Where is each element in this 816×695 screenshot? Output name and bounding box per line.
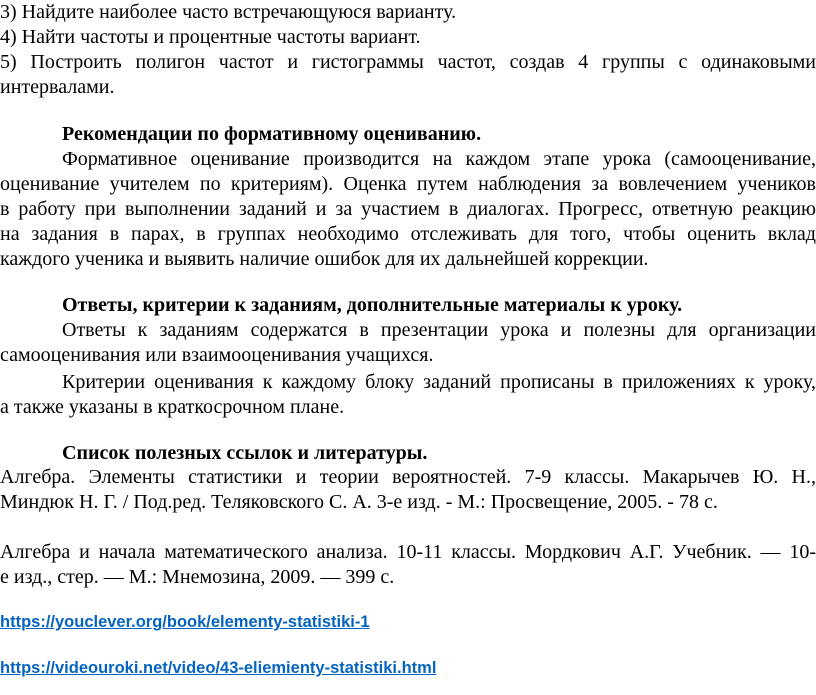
reference-link-youclever[interactable]: https://youclever.org/book/elementy-statistiki-1 — [0, 613, 370, 631]
formative-line-4: на задания в парах, в группах необходимо отслеживать для того, чтобы оценить вклад — [0, 223, 816, 245]
answers-line-3: Критерии оценивания к каждому блоку заданий прописаны в приложениях к уроку, — [62, 371, 816, 393]
reference-1-line-1: Алгебра. Элементы статистики и теории вероятностей. 7-9 классы. Макарычев Ю. Н., — [0, 466, 816, 488]
formative-heading: Рекомендации по формативному оцениванию. — [62, 123, 482, 145]
formative-line-1: Формативное оценивание производится на каждом этапе урока (самооценивание, — [62, 148, 816, 170]
reference-1-line-2: Миндюк Н. Г. / Под.ред. Теляковского С. А. 3-е изд. - М.: Просвещение, 2005. - 78 с. — [0, 491, 718, 513]
task-3: 3) Найдите наиболее часто встречающуюся варианту. — [0, 1, 457, 23]
answers-line-4: а также указаны в краткосрочном плане. — [0, 396, 345, 418]
answers-line-2: самооценивания или взаимооценивания учащихся. — [0, 344, 434, 366]
reference-2-line-2: е изд., стер. — М.: Мнемозина, 2009. — 399 с. — [0, 566, 395, 588]
formative-line-3: в работу при выполнении заданий и за участием в диалогах. Прогресс, ответную реакцию — [0, 198, 816, 220]
formative-line-2: оценивание учителем по критериям). Оценка путем наблюдения за вовлечением учеников — [0, 173, 816, 195]
reference-link-videouroki[interactable]: https://videouroki.net/video/43-eliemienty-statistiki.html — [0, 659, 437, 677]
answers-line-1: Ответы к заданиям содержатся в презентации урока и полезны для организации — [62, 319, 816, 341]
answers-heading: Ответы, критерии к заданиям, дополнительные материалы к уроку. — [62, 294, 683, 316]
task-5-line-2: интервалами. — [0, 76, 115, 98]
task-4: 4) Найти частоты и процентные частоты вариант. — [0, 26, 421, 48]
reference-2-line-1: Алгебра и начала математического анализа. 10-11 классы. Мордкович А.Г. Учебник. — 10- — [0, 541, 816, 563]
formative-line-5: каждого ученика и выявить наличие ошибок для их дальнейшей коррекции. — [0, 248, 649, 270]
references-heading: Список полезных ссылок и литературы. — [62, 442, 428, 464]
task-5-line-1: 5) Построить полигон частот и гистограммы частот, создав 4 группы с одинаковыми — [0, 51, 816, 73]
